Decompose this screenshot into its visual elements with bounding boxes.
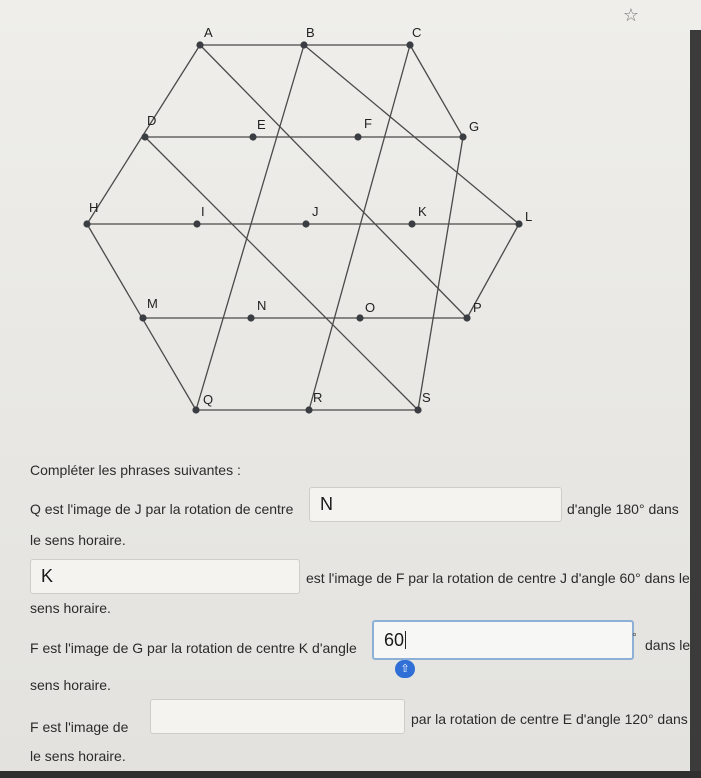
grid-line-AP	[200, 45, 467, 318]
point-label-N: N	[257, 298, 267, 313]
point-label-A: A	[204, 25, 213, 40]
point-label-D: D	[147, 113, 157, 128]
grid-point-A	[196, 41, 203, 48]
point-label-K: K	[418, 204, 427, 219]
point-label-J: J	[312, 204, 319, 219]
point-label-S: S	[422, 390, 431, 405]
grid-point-L	[515, 220, 522, 227]
window-edge	[690, 30, 701, 778]
q2-answer-input[interactable]	[30, 559, 300, 594]
q3-answer-value: 60	[384, 629, 405, 650]
grid-line-CG	[410, 45, 463, 137]
point-label-H: H	[89, 200, 99, 215]
q3-text-after: dans le	[645, 637, 691, 653]
point-label-F: F	[364, 116, 372, 131]
q1-text-before: Q est l'image de J par la rotation de centre	[30, 501, 294, 517]
q3-degree-sign: °	[632, 630, 637, 644]
grid-point-F	[354, 133, 361, 140]
grid-line-BQ	[196, 45, 304, 410]
instructions: Compléter les phrases suivantes :	[30, 462, 241, 478]
point-label-G: G	[469, 119, 480, 134]
keyboard-icon[interactable]: ⇧	[395, 660, 415, 678]
q4-text-before: F est l'image de	[30, 719, 129, 735]
q4-text-after: par la rotation de centre E d'angle 120° dans	[411, 711, 688, 727]
q4-answer-input[interactable]	[150, 699, 405, 734]
point-label-B: B	[306, 25, 315, 40]
grid-point-Q	[192, 406, 199, 413]
point-label-O: O	[365, 300, 376, 315]
grid-point-I	[193, 220, 200, 227]
q1-text-cont: le sens horaire.	[30, 532, 126, 548]
grid-line-BL	[304, 45, 519, 224]
q3-text-before: F est l'image de G par la rotation de centre K d'angle	[30, 640, 357, 656]
q1-answer-input[interactable]	[309, 487, 562, 522]
q1-answer-value: N	[320, 494, 333, 514]
grid-line-GS	[418, 137, 463, 410]
grid-point-O	[356, 314, 363, 321]
grid-point-H	[83, 220, 90, 227]
point-label-Q: Q	[203, 392, 214, 407]
bottom-bar	[0, 771, 701, 778]
star-icon[interactable]: ☆	[622, 5, 640, 25]
grid-point-G	[459, 133, 466, 140]
grid-point-J	[302, 220, 309, 227]
q4-text-cont: le sens horaire.	[30, 748, 126, 764]
grid-point-S	[414, 406, 421, 413]
grid-point-K	[408, 220, 415, 227]
grid-point-N	[247, 314, 254, 321]
grid-point-M	[139, 314, 146, 321]
q2-text-after: est l'image de F par la rotation de centre J d'angle 60° dans le	[306, 570, 690, 586]
grid-point-D	[141, 133, 148, 140]
point-label-L: L	[525, 209, 533, 224]
grid-point-R	[305, 406, 312, 413]
point-label-E: E	[257, 117, 266, 132]
q1-text-after: d'angle 180° dans	[567, 501, 679, 517]
grid-point-C	[406, 41, 413, 48]
grid-point-E	[249, 133, 256, 140]
text-caret	[405, 631, 406, 649]
grid-line-DS	[145, 137, 418, 410]
point-label-I: I	[201, 204, 205, 219]
q2-text-cont: sens horaire.	[30, 600, 111, 616]
grid-line-CR	[309, 45, 410, 410]
point-label-P: P	[473, 300, 482, 315]
point-label-M: M	[147, 296, 158, 311]
grid-point-B	[300, 41, 307, 48]
q2-answer-value: K	[41, 566, 54, 586]
grid-point-P	[463, 314, 470, 321]
q3-answer-input[interactable]	[372, 620, 634, 660]
q3-text-cont: sens horaire.	[30, 677, 111, 693]
point-label-C: C	[412, 25, 422, 40]
point-label-R: R	[313, 390, 323, 405]
